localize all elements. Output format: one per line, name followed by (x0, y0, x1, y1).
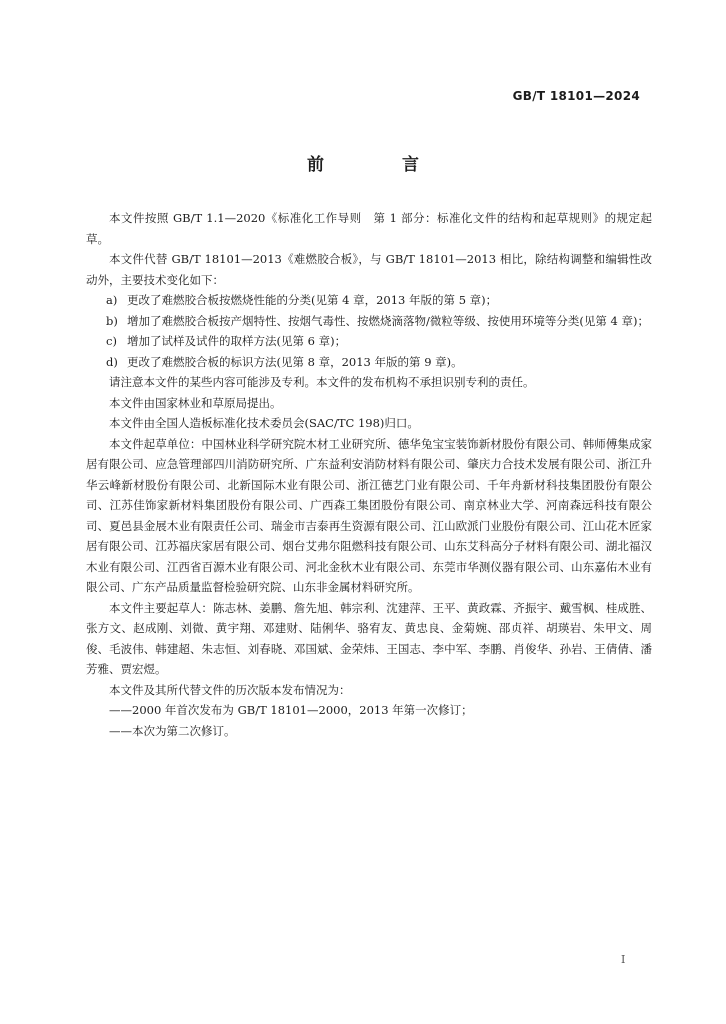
drafting-units-paragraph: 本文件起草单位：中国林业科学研究院木材工业研究所、德华兔宝宝装饰新材股份有限公司、韩师傅集成家居有限公司、应急管理部四川消防研究所、广东益利安消防材料有限公司、肇庆力合技术发展有限公司、浙江升华云峰新材股份有限公司、北新国际木业有限公司、浙江德艺门业有限公司、千年舟新材科技集团股份有限公司、江苏佳饰家新材料集团股份有限公司、广西森工集团股份有限公司、南京林业大学、河南森远科技有限公司、夏邑县金展木业有限责任公司、瑞金市吉泰再生资源有限公司、江山欧派门业股份有限公司、江山花木匠家居有限公司、江苏福庆家居有限公司、烟台艾弗尔阻燃科技有限公司、山东艾科高分子材料有限公司、湖北福汉木业有限公司、江西省百源木业有限公司、河北金秋木业有限公司、东莞市华测仪器有限公司、山东嘉佑木业有限公司、广东产品质量监督检验研究院、山东非金属材料研究所。 (86, 436, 652, 594)
patent-notice-paragraph: 请注意本文件的某些内容可能涉及专利。本文件的发布机构不承担识别专利的责任。 (109, 375, 535, 389)
change-item-marker: b) (106, 313, 118, 328)
drafting-rules-paragraph: 本文件按照 GB/T 1.1—2020《标准化工作导则 第 1 部分：标准化文件的结构和起草规则》的规定起草。 (86, 211, 652, 246)
change-item-marker: a) (106, 293, 118, 307)
change-item-b (86, 311, 652, 332)
change-item-d (86, 352, 652, 373)
change-item-marker: c) (106, 334, 117, 348)
standard-number: GB/T 18101—2024 (512, 89, 640, 103)
change-item-text: 增加了难燃胶合板按产烟特性、按烟气毒性、按燃烧滴落物/微粒等级、按使用环境等分类(见第 4 章)； (127, 313, 649, 328)
change-item-text: 更改了难燃胶合板的标识方法(见第 8 章，2013 年版的第 9 章)。 (127, 354, 463, 369)
history-item: ——2000 年首次发布为 GB/T 18101—2000，2013 年第一次修订； (109, 703, 473, 717)
committee-paragraph: 本文件由全国人造板标准化技术委员会(SAC/TC 198)归口。 (109, 416, 419, 430)
proposer-paragraph: 本文件由国家林业和草原局提出。 (109, 395, 282, 410)
change-item-text: 增加了试样及试件的取样方法(见第 6 章)； (127, 334, 347, 348)
change-item-c (86, 331, 652, 352)
page-number: I (621, 953, 626, 966)
page-title: 前 言 (307, 155, 455, 175)
history-item: ——本次为第二次修订。 (109, 723, 236, 738)
change-item-text: 更改了难燃胶合板按燃烧性能的分类(见第 4 章，2013 年版的第 5 章)； (127, 293, 498, 307)
change-item-marker: d) (106, 354, 118, 369)
history-intro-paragraph: 本文件及其所代替文件的历次版本发布情况为： (109, 682, 351, 697)
replacement-paragraph: 本文件代替 GB/T 18101—2013《难燃胶合板》，与 GB/T 18101—2013 相比，除结构调整和编辑性改动外，主要技术变化如下： (86, 252, 652, 287)
foreword-body (86, 208, 652, 741)
change-item-a (86, 290, 652, 311)
drafters-paragraph: 本文件主要起草人：陈志林、姜鹏、詹先旭、韩宗利、沈建萍、王平、黄政霖、齐振宇、戴雪枫、桂成胜、张方文、赵成刚、刘微、黄宇翔、邓建财、陆俐华、骆宥友、黄忠良、金菊婉、邵贞祥、胡瑛岩、朱甲文、周俊、毛波伟、韩建超、朱志恒、刘春晓、邓国斌、金荣炜、王国志、李中军、李鹏、肖俊华、孙岩、王倩倩、潘芳雅、贾宏煜。 (86, 600, 652, 676)
